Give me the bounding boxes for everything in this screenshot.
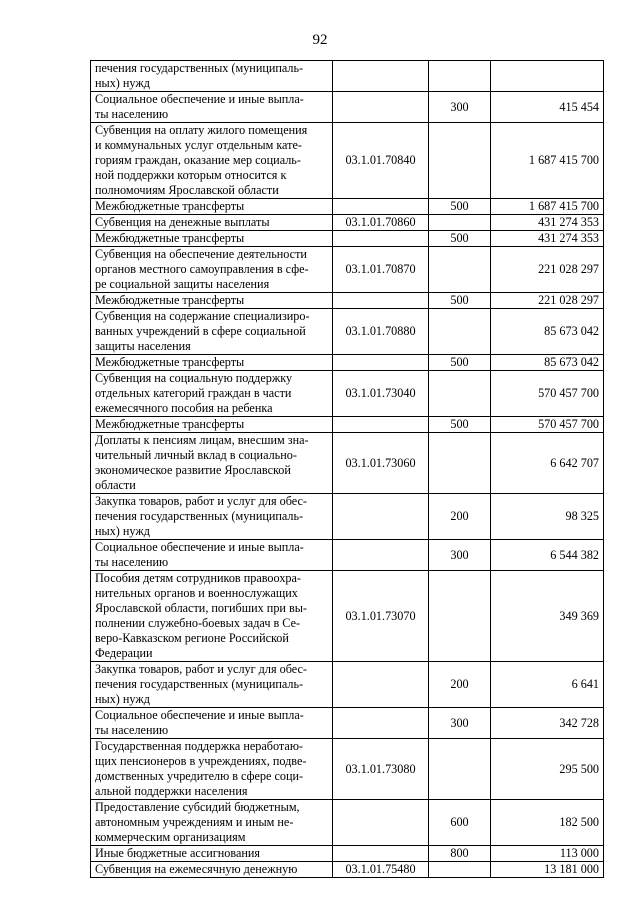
row-target-code: 03.1.01.73070 [333, 571, 429, 662]
row-amount: 98 325 [491, 494, 604, 540]
row-description [91, 862, 333, 878]
description-line: экономическое развитие Ярославской [95, 463, 291, 477]
description-line: Субвенция на социальную поддержку [95, 371, 293, 385]
row-target-code [333, 800, 429, 846]
row-target-code: 03.1.01.73080 [333, 739, 429, 800]
description-line: домственных учредителю в сфере соци- [95, 769, 304, 783]
row-expense-type [429, 371, 491, 417]
row-description [91, 708, 333, 739]
row-description [91, 433, 333, 494]
table-row [91, 247, 604, 293]
row-description [91, 540, 333, 571]
description-line: Социальное обеспечение и иные выпла- [95, 708, 304, 722]
description-line: Межбюджетные трансферты [95, 355, 245, 369]
row-expense-type [429, 61, 491, 92]
description-line: Предоставление субсидий бюджетным, [95, 800, 300, 814]
description-line: ванных учреждений в сфере социальной [95, 324, 306, 338]
row-target-code [333, 846, 429, 862]
table-row [91, 293, 604, 309]
row-description [91, 494, 333, 540]
table-row [91, 494, 604, 540]
description-line: Государственная поддержка неработаю- [95, 739, 303, 753]
description-line: Иные бюджетные ассигнования [95, 846, 261, 860]
description-line: Доплаты к пенсиям лицам, внесшим зна- [95, 433, 309, 447]
description-line: и коммунальных услуг отдельным кате- [95, 138, 302, 152]
description-line: ты населению [95, 723, 169, 737]
description-line: Субвенция на обеспечение деятельности [95, 247, 307, 261]
table-row [91, 417, 604, 433]
table-row [91, 371, 604, 417]
row-description [91, 199, 333, 215]
description-line: Социальное обеспечение и иные выпла- [95, 540, 304, 554]
row-expense-type: 500 [429, 417, 491, 433]
row-target-code: 03.1.01.73060 [333, 433, 429, 494]
row-description [91, 846, 333, 862]
row-target-code [333, 61, 429, 92]
table-row [91, 215, 604, 231]
table-row [91, 800, 604, 846]
row-target-code [333, 355, 429, 371]
row-expense-type [429, 571, 491, 662]
row-expense-type [429, 215, 491, 231]
row-amount: 431 274 353 [491, 215, 604, 231]
row-amount: 221 028 297 [491, 247, 604, 293]
table-row [91, 433, 604, 494]
page-number: 92 [312, 32, 328, 48]
row-description [91, 215, 333, 231]
description-line: Субвенция на содержание специализиро- [95, 309, 310, 323]
row-target-code: 03.1.01.73040 [333, 371, 429, 417]
row-target-code: 03.1.01.70840 [333, 123, 429, 199]
description-line: области [95, 478, 136, 492]
description-line: Межбюджетные трансферты [95, 199, 245, 213]
description-line: Закупка товаров, работ и услуг для обес- [95, 494, 307, 508]
row-expense-type: 500 [429, 355, 491, 371]
row-target-code [333, 231, 429, 247]
row-target-code [333, 494, 429, 540]
description-line: Субвенция на оплату жилого помещения [95, 123, 308, 137]
row-target-code [333, 417, 429, 433]
description-line: щих пенсионеров в учреждениях, подве- [95, 754, 307, 768]
description-line: ных) нужд [95, 692, 150, 706]
row-amount: 182 500 [491, 800, 604, 846]
description-line: Пособия детям сотрудников правоохра- [95, 571, 301, 585]
row-expense-type [429, 123, 491, 199]
description-line: Межбюджетные трансферты [95, 231, 245, 245]
row-amount: 349 369 [491, 571, 604, 662]
row-expense-type: 300 [429, 92, 491, 123]
row-amount: 1 687 415 700 [491, 123, 604, 199]
row-expense-type: 500 [429, 199, 491, 215]
row-expense-type [429, 739, 491, 800]
description-line: Закупка товаров, работ и услуг для обес- [95, 662, 307, 676]
row-amount: 295 500 [491, 739, 604, 800]
description-line: ных) нужд [95, 76, 150, 90]
table-row [91, 199, 604, 215]
description-line: Социальное обеспечение и иные выпла- [95, 92, 304, 106]
row-amount: 1 687 415 700 [491, 199, 604, 215]
row-amount: 6 544 382 [491, 540, 604, 571]
row-amount: 415 454 [491, 92, 604, 123]
row-target-code [333, 92, 429, 123]
description-line: печения государственных (муниципаль- [95, 61, 304, 75]
row-expense-type [429, 862, 491, 878]
row-target-code [333, 540, 429, 571]
row-expense-type: 300 [429, 708, 491, 739]
row-expense-type: 200 [429, 494, 491, 540]
table-row [91, 739, 604, 800]
row-description [91, 309, 333, 355]
table-row [91, 231, 604, 247]
row-description [91, 662, 333, 708]
row-amount: 85 673 042 [491, 355, 604, 371]
row-target-code [333, 293, 429, 309]
description-line: Федерации [95, 646, 153, 660]
description-line: полнении служебно-боевых задач в Се- [95, 616, 301, 630]
row-description [91, 293, 333, 309]
table-row [91, 92, 604, 123]
row-expense-type: 200 [429, 662, 491, 708]
description-line: веро-Кавказском регионе Российской [95, 631, 289, 645]
table-row [91, 355, 604, 371]
row-expense-type: 300 [429, 540, 491, 571]
row-description [91, 800, 333, 846]
row-expense-type: 800 [429, 846, 491, 862]
description-line: Субвенция на ежемесячную денежную [95, 862, 298, 876]
budget-table [90, 60, 604, 878]
description-line: защиты населения [95, 339, 191, 353]
description-line: альной поддержки населения [95, 784, 248, 798]
table-row [91, 571, 604, 662]
row-description [91, 739, 333, 800]
table-row [91, 846, 604, 862]
row-target-code: 03.1.01.70870 [333, 247, 429, 293]
table-row [91, 662, 604, 708]
row-amount: 13 181 000 [491, 862, 604, 878]
description-line: Межбюджетные трансферты [95, 417, 245, 431]
description-line: ных) нужд [95, 524, 150, 538]
row-expense-type [429, 433, 491, 494]
description-line: ты населению [95, 555, 169, 569]
row-expense-type: 600 [429, 800, 491, 846]
row-expense-type [429, 247, 491, 293]
row-expense-type: 500 [429, 231, 491, 247]
description-line: коммерческим организациям [95, 830, 246, 844]
table-row [91, 61, 604, 92]
row-amount: 570 457 700 [491, 417, 604, 433]
description-line: ежемесячного пособия на ребенка [95, 401, 273, 415]
row-description [91, 571, 333, 662]
description-line: ты населению [95, 107, 169, 121]
description-line: ре социальной защиты населения [95, 277, 270, 291]
description-line: отдельных категорий граждан в части [95, 386, 292, 400]
row-description [91, 123, 333, 199]
row-amount: 342 728 [491, 708, 604, 739]
row-description [91, 417, 333, 433]
description-line: нительных органов и военнослужащих [95, 586, 298, 600]
row-target-code [333, 708, 429, 739]
description-line: печения государственных (муниципаль- [95, 677, 304, 691]
description-line: Межбюджетные трансферты [95, 293, 245, 307]
table-row [91, 309, 604, 355]
description-line: печения государственных (муниципаль- [95, 509, 304, 523]
budget-table-body [91, 61, 604, 878]
row-description [91, 371, 333, 417]
table-row [91, 540, 604, 571]
row-amount: 431 274 353 [491, 231, 604, 247]
row-expense-type [429, 309, 491, 355]
description-line: гориям граждан, оказание мер социаль- [95, 153, 301, 167]
row-amount: 570 457 700 [491, 371, 604, 417]
table-row [91, 862, 604, 878]
row-description [91, 355, 333, 371]
row-amount [491, 61, 604, 92]
row-target-code [333, 662, 429, 708]
row-description [91, 231, 333, 247]
description-line: Субвенция на денежные выплаты [95, 215, 270, 229]
row-amount: 85 673 042 [491, 309, 604, 355]
description-line: чительный личный вклад в социально- [95, 448, 297, 462]
row-expense-type: 500 [429, 293, 491, 309]
description-line: полномочиям Ярославской области [95, 183, 279, 197]
row-description [91, 247, 333, 293]
row-target-code [333, 199, 429, 215]
row-target-code: 03.1.01.75480 [333, 862, 429, 878]
row-target-code: 03.1.01.70880 [333, 309, 429, 355]
row-amount: 221 028 297 [491, 293, 604, 309]
description-line: автономным учреждениям и иным не- [95, 815, 294, 829]
table-row [91, 708, 604, 739]
table-row [91, 123, 604, 199]
row-description [91, 61, 333, 92]
row-amount: 113 000 [491, 846, 604, 862]
row-target-code: 03.1.01.70860 [333, 215, 429, 231]
row-amount: 6 641 [491, 662, 604, 708]
row-description [91, 92, 333, 123]
description-line: Ярославской области, погибших при вы- [95, 601, 307, 615]
description-line: ной поддержки которым относится к [95, 168, 287, 182]
row-amount: 6 642 707 [491, 433, 604, 494]
description-line: органов местного самоуправления в сфе- [95, 262, 309, 276]
